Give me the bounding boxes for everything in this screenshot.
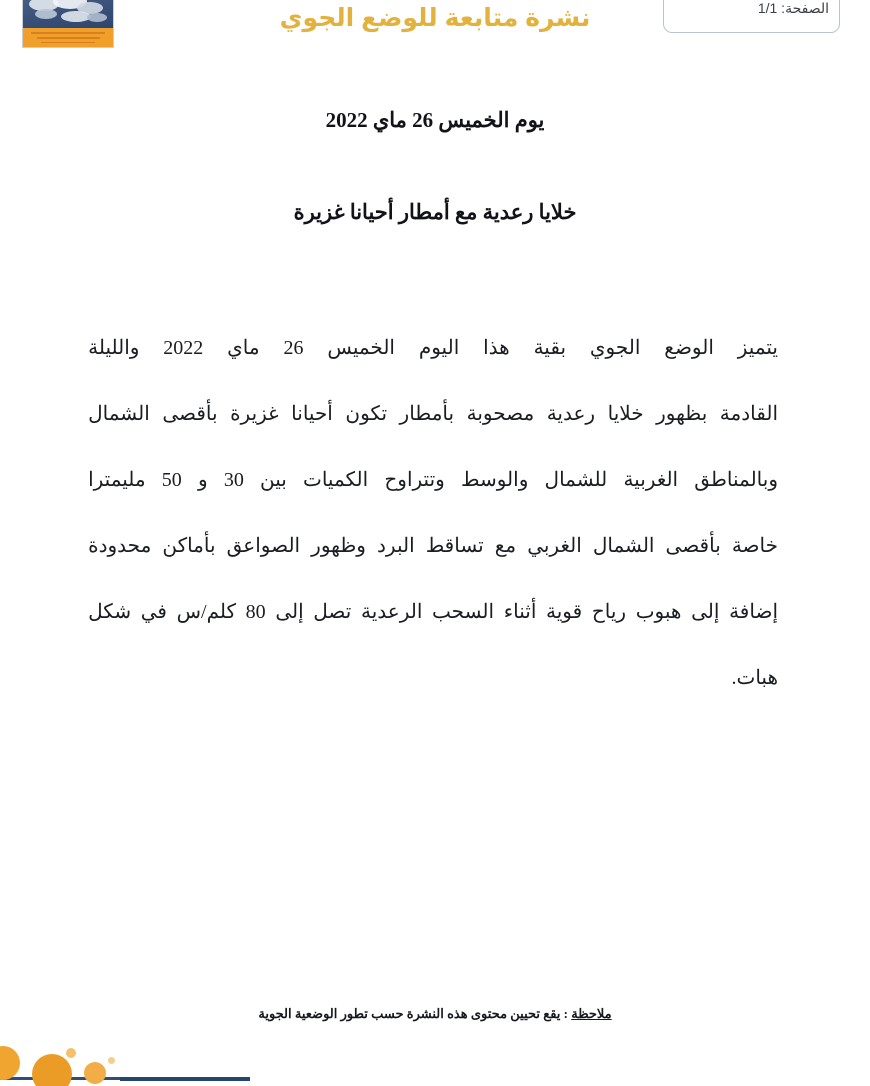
- body-word: 50: [161, 469, 182, 491]
- body-word: الوضع: [664, 337, 714, 359]
- page-indicator-label: الصفحة: 1/1: [757, 0, 829, 16]
- body-word: تصل: [313, 601, 352, 623]
- footer-note-text: يقع تحيين محتوى هذه النشرة حسب تطور الوضعية الجوية: [258, 1006, 561, 1021]
- body-word: بأقصى: [162, 403, 218, 425]
- body-word: الشمال: [88, 403, 150, 425]
- body-word: مليمترا: [88, 469, 146, 491]
- body-word: بقية: [533, 337, 567, 359]
- body-word: بأماكن: [162, 535, 216, 557]
- body-word: أحيانا: [291, 403, 333, 425]
- body-word: الجوي: [589, 337, 641, 359]
- decoration-dot: [84, 1062, 106, 1084]
- body-word: الغربية: [623, 469, 679, 491]
- logo-caption-line: [41, 42, 95, 43]
- body-word: أثناء: [503, 601, 537, 623]
- body-word: وتتراوح: [384, 469, 445, 491]
- body-word: الكميات: [302, 469, 369, 491]
- footer-note-label: ملاحظة: [571, 1006, 612, 1021]
- decoration-dot: [32, 1054, 72, 1086]
- body-line: [88, 470, 778, 490]
- body-word: مصحوبة: [466, 403, 535, 425]
- body-line: [88, 602, 778, 622]
- body-word: خاصة: [731, 535, 778, 557]
- body-word: إلى: [275, 601, 304, 623]
- bottom-decoration: [0, 1044, 870, 1086]
- body-word: تساقط: [425, 535, 484, 557]
- body-word: والليلة: [88, 337, 140, 359]
- body-word: في: [140, 601, 167, 623]
- decoration-rule: [120, 1077, 250, 1081]
- body-word: بأقصى: [665, 535, 721, 557]
- bulletin-title: نشرة متابعة للوضع الجوي: [279, 4, 591, 32]
- logo-caption-line: [37, 37, 100, 39]
- body-word: رياح: [591, 601, 627, 623]
- footer-note: [0, 1006, 870, 1022]
- decoration-dot: [66, 1048, 76, 1058]
- body-word: بظهور: [656, 403, 708, 425]
- body-word: الشمال: [592, 535, 655, 557]
- body-line: [88, 404, 778, 424]
- body-word: بين: [259, 469, 287, 491]
- body-word: وظهور: [311, 535, 366, 557]
- body-word: ماي: [227, 337, 260, 359]
- body-line: هبات.: [731, 667, 778, 689]
- body-word: 2022: [163, 337, 204, 359]
- body-word: هذا: [483, 337, 510, 359]
- body-word: والوسط: [460, 469, 529, 491]
- document-header: [0, 0, 870, 56]
- body-word: خلايا: [607, 403, 644, 425]
- body-word: الرعدية: [360, 601, 423, 623]
- footer-note-separator: :: [560, 1006, 572, 1021]
- body-word: وبالمناطق: [694, 469, 778, 491]
- body-word: مع: [494, 535, 517, 557]
- body-word: الغربي: [527, 535, 582, 557]
- body-word: للشمال: [544, 469, 608, 491]
- body-word: الصواعق: [226, 535, 301, 557]
- decoration-dot: [0, 1046, 20, 1080]
- body-word: رعدية: [546, 403, 596, 425]
- page-indicator-box: [663, 0, 840, 33]
- body-word: اليوم: [418, 337, 460, 359]
- body-word: يتميز: [737, 337, 778, 359]
- body-word: القادمة: [719, 403, 778, 425]
- body-word: و: [197, 469, 208, 491]
- body-word: 80: [245, 601, 266, 623]
- body-word: إضافة: [729, 601, 778, 623]
- body-word: محدودة: [88, 535, 152, 557]
- body-word: كلم/س: [176, 601, 237, 623]
- body-word: إلى: [691, 601, 720, 623]
- body-line: [88, 536, 778, 556]
- body-word: شكل: [88, 601, 132, 623]
- body-word: تكون: [345, 403, 388, 425]
- bulletin-body: [88, 338, 778, 688]
- body-word: السحب: [432, 601, 495, 623]
- body-word: بأمطار: [399, 403, 455, 425]
- body-word: البرد: [377, 535, 415, 557]
- body-word: هبوب: [635, 601, 682, 623]
- bulletin-subtitle: خلايا رعدية مع أمطار أحيانا غزيرة: [293, 200, 577, 224]
- body-word: غزيرة: [230, 403, 279, 425]
- body-word: 26: [283, 337, 304, 359]
- bulletin-date: يوم الخميس 26 ماي 2022: [325, 108, 545, 132]
- body-word: 30: [223, 469, 244, 491]
- body-word: قوية: [546, 601, 583, 623]
- body-line: [88, 338, 778, 358]
- body-word: الخميس: [327, 337, 395, 359]
- decoration-dot: [108, 1057, 115, 1064]
